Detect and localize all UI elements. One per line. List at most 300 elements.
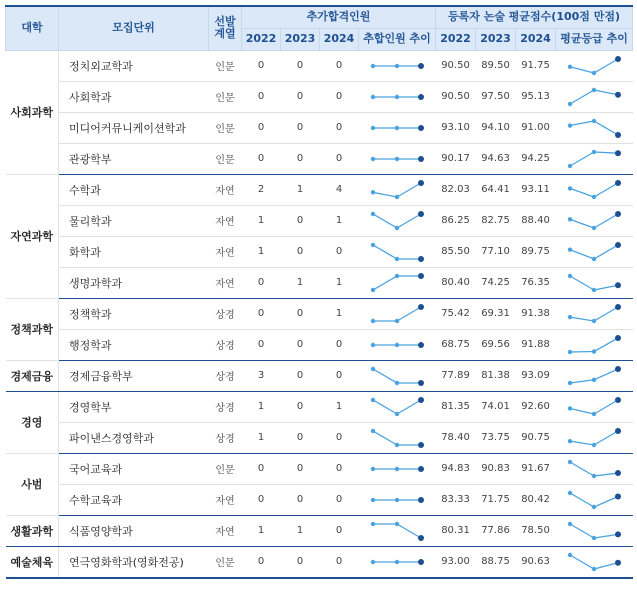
score-trend-sparkline (566, 427, 622, 449)
avg-score: 76.35 (516, 267, 556, 298)
trend-segment (373, 369, 397, 383)
track-type: 상경 (209, 298, 242, 329)
trend-segment (570, 555, 594, 569)
track-type: 인문 (209, 143, 242, 174)
trend-point (395, 94, 399, 98)
trend-point (592, 377, 596, 381)
trend-segment (373, 214, 397, 228)
table-row (6, 546, 633, 578)
extra-count: 1 (320, 298, 359, 329)
trend-segment (594, 400, 618, 414)
avg-score: 89.50 (476, 50, 516, 81)
avg-score: 81.38 (476, 360, 516, 391)
extra-trend-sparkline (369, 86, 425, 108)
extra-count: 0 (281, 391, 320, 422)
trend-point (418, 156, 424, 162)
extra-count: 0 (320, 112, 359, 143)
avg-score: 91.38 (516, 298, 556, 329)
extra-count: 0 (320, 422, 359, 453)
trend-point (395, 194, 399, 198)
extra-trend-cell (359, 205, 436, 236)
score-trend-cell (556, 174, 633, 205)
trend-point (592, 411, 596, 415)
avg-score: 80.31 (436, 515, 476, 546)
extra-trend-sparkline (369, 520, 425, 542)
score-trend-sparkline (566, 365, 622, 387)
avg-score: 88.75 (476, 546, 516, 578)
trend-point (592, 194, 596, 198)
score-trend-sparkline (566, 117, 622, 139)
trend-segment (570, 66, 594, 72)
trend-point (592, 225, 596, 229)
department-name: 화학과 (59, 236, 209, 267)
trend-point (395, 342, 399, 346)
trend-segment (373, 192, 397, 197)
trend-point (371, 428, 375, 432)
avg-score: 90.83 (476, 453, 516, 484)
extra-trend-cell (359, 360, 436, 391)
trend-point (568, 349, 572, 353)
trend-point (615, 180, 621, 186)
avg-score: 90.75 (516, 422, 556, 453)
trend-point (568, 247, 572, 251)
table-body (6, 50, 633, 578)
track-type: 자연 (209, 484, 242, 515)
trend-point (615, 428, 621, 434)
admissions-table (5, 5, 633, 579)
track-type: 인문 (209, 453, 242, 484)
extra-count: 0 (320, 329, 359, 360)
trend-point (592, 87, 596, 91)
trend-point (371, 242, 375, 246)
trend-point (418, 559, 424, 565)
trend-point (592, 473, 596, 477)
table-row (6, 205, 633, 236)
extra-count: 1 (281, 174, 320, 205)
college-name: 생활과학 (6, 515, 59, 546)
extra-trend-cell (359, 236, 436, 267)
score-trend-cell (556, 546, 633, 578)
extra-trend-sparkline (369, 179, 425, 201)
trend-segment (373, 245, 397, 259)
trend-point (568, 186, 572, 190)
header-dept: 모집단위 (59, 6, 209, 50)
trend-segment (397, 183, 421, 197)
trend-segment (594, 369, 618, 380)
table-row (6, 391, 633, 422)
trend-point (418, 125, 424, 131)
trend-point (615, 493, 621, 499)
avg-score: 82.03 (436, 174, 476, 205)
trend-point (418, 304, 424, 310)
avg-score: 86.25 (436, 205, 476, 236)
trend-point (371, 342, 375, 346)
extra-trend-cell (359, 329, 436, 360)
avg-score: 97.50 (476, 81, 516, 112)
score-trend-cell (556, 50, 633, 81)
trend-segment (594, 152, 618, 153)
avg-score: 77.86 (476, 515, 516, 546)
avg-score: 90.50 (436, 50, 476, 81)
trend-point (615, 335, 621, 341)
trend-point (371, 318, 375, 322)
trend-point (371, 559, 375, 563)
trend-point (615, 531, 621, 537)
extra-count: 0 (281, 81, 320, 112)
trend-point (615, 366, 621, 372)
trend-segment (570, 188, 594, 197)
trend-segment (397, 524, 421, 538)
trend-point (418, 442, 424, 448)
trend-point (592, 442, 596, 446)
avg-score: 69.31 (476, 298, 516, 329)
avg-score: 90.17 (436, 143, 476, 174)
trend-segment (570, 493, 594, 507)
department-name: 정책학과 (59, 298, 209, 329)
trend-point (371, 287, 375, 291)
avg-score: 94.83 (436, 453, 476, 484)
extra-trend-sparkline (369, 489, 425, 511)
extra-count: 1 (242, 422, 281, 453)
department-name: 경제금융학부 (59, 360, 209, 391)
avg-score: 69.56 (476, 329, 516, 360)
trend-segment (373, 400, 397, 414)
department-name: 관광학부 (59, 143, 209, 174)
extra-count: 0 (242, 267, 281, 298)
score-trend-cell (556, 515, 633, 546)
trend-segment (570, 249, 594, 258)
trend-point (371, 466, 375, 470)
table-row (6, 453, 633, 484)
trend-point (371, 63, 375, 67)
header-univ: 대학 (6, 6, 59, 50)
extra-count: 1 (320, 205, 359, 236)
trend-point (615, 282, 621, 288)
trend-point (418, 397, 424, 403)
avg-score: 78.50 (516, 515, 556, 546)
score-trend-sparkline (566, 241, 622, 263)
trend-point (592, 287, 596, 291)
trend-segment (397, 214, 421, 228)
trend-segment (570, 90, 594, 104)
trend-segment (397, 400, 421, 414)
header-extra-year: 2022 (242, 28, 281, 50)
trend-segment (594, 307, 618, 321)
avg-score: 91.75 (516, 50, 556, 81)
score-trend-sparkline (566, 520, 622, 542)
avg-score: 68.75 (436, 329, 476, 360)
department-name: 행정학과 (59, 329, 209, 360)
trend-point (371, 397, 375, 401)
extra-count: 3 (242, 360, 281, 391)
extra-trend-sparkline (369, 303, 425, 325)
extra-count: 0 (320, 236, 359, 267)
trend-point (568, 217, 572, 221)
track-type: 자연 (209, 267, 242, 298)
department-name: 생명과학과 (59, 267, 209, 298)
trend-point (592, 349, 596, 353)
trend-point (418, 211, 424, 217)
avg-score: 93.10 (436, 112, 476, 143)
extra-count: 1 (242, 515, 281, 546)
score-trend-sparkline (566, 210, 622, 232)
avg-score: 81.35 (436, 391, 476, 422)
avg-score: 73.75 (476, 422, 516, 453)
extra-count: 0 (242, 50, 281, 81)
trend-segment (594, 214, 618, 228)
table-row (6, 81, 633, 112)
score-trend-cell (556, 298, 633, 329)
track-type: 자연 (209, 515, 242, 546)
track-type: 상경 (209, 391, 242, 422)
avg-score: 90.50 (436, 81, 476, 112)
college-name: 경영 (6, 391, 59, 453)
trend-point (615, 397, 621, 403)
trend-point (418, 466, 424, 472)
score-trend-sparkline (566, 86, 622, 108)
trend-point (395, 318, 399, 322)
header-score-year: 2023 (476, 28, 516, 50)
department-name: 식품영양학과 (59, 515, 209, 546)
table-row (6, 236, 633, 267)
score-trend-cell (556, 484, 633, 515)
avg-score: 90.63 (516, 546, 556, 578)
trend-point (615, 132, 621, 138)
avg-score: 95.13 (516, 81, 556, 112)
college-name: 사회과학 (6, 50, 59, 174)
header-score-group: 등록자 논술 평균점수(100점 만점) (436, 6, 633, 28)
trend-point (592, 149, 596, 153)
trend-point (568, 406, 572, 410)
trend-point (395, 442, 399, 446)
table-row (6, 112, 633, 143)
extra-trend-sparkline (369, 241, 425, 263)
extra-count: 0 (281, 329, 320, 360)
extra-count: 0 (242, 484, 281, 515)
trend-point (395, 466, 399, 470)
trend-point (418, 342, 424, 348)
avg-score: 75.42 (436, 298, 476, 329)
extra-trend-sparkline (369, 551, 425, 573)
score-trend-sparkline (566, 55, 622, 77)
score-trend-sparkline (566, 489, 622, 511)
track-type: 인문 (209, 81, 242, 112)
score-trend-cell (556, 81, 633, 112)
trend-point (592, 70, 596, 74)
trend-point (395, 380, 399, 384)
header-type: 선발 계열 (209, 6, 242, 50)
trend-point (371, 497, 375, 501)
table-row (6, 422, 633, 453)
trend-segment (594, 473, 618, 476)
trend-point (568, 552, 572, 556)
table-row (6, 360, 633, 391)
track-type: 인문 (209, 546, 242, 578)
extra-count: 1 (281, 267, 320, 298)
table-row (6, 515, 633, 546)
college-name: 예술체육 (6, 546, 59, 578)
extra-trend-sparkline (369, 272, 425, 294)
trend-point (615, 304, 621, 310)
trend-segment (373, 276, 397, 290)
college-name: 자연과학 (6, 174, 59, 298)
score-trend-cell (556, 267, 633, 298)
extra-trend-cell (359, 422, 436, 453)
trend-segment (570, 219, 594, 228)
trend-point (371, 125, 375, 129)
trend-point (592, 118, 596, 122)
trend-point (592, 318, 596, 322)
extra-trend-sparkline (369, 55, 425, 77)
department-name: 연극영화학과(영화전공) (59, 546, 209, 578)
score-trend-sparkline (566, 551, 622, 573)
extra-count: 0 (320, 81, 359, 112)
extra-count: 0 (281, 50, 320, 81)
trend-segment (594, 496, 618, 506)
trend-point (418, 273, 424, 279)
avg-score: 93.11 (516, 174, 556, 205)
trend-segment (594, 90, 618, 95)
department-name: 경영학부 (59, 391, 209, 422)
trend-segment (594, 285, 618, 290)
avg-score: 74.01 (476, 391, 516, 422)
trend-point (568, 273, 572, 277)
department-name: 사회학과 (59, 81, 209, 112)
avg-score: 89.75 (516, 236, 556, 267)
extra-count: 1 (242, 205, 281, 236)
trend-segment (594, 59, 618, 73)
trend-point (568, 438, 572, 442)
extra-trend-cell (359, 453, 436, 484)
trend-point (395, 156, 399, 160)
extra-trend-cell (359, 112, 436, 143)
trend-point (568, 101, 572, 105)
trend-point (418, 380, 424, 386)
table-row (6, 298, 633, 329)
trend-point (568, 163, 572, 167)
score-trend-sparkline (566, 303, 622, 325)
trend-segment (570, 276, 594, 290)
trend-point (395, 497, 399, 501)
extra-count: 0 (242, 298, 281, 329)
extra-trend-cell (359, 143, 436, 174)
table-row (6, 174, 633, 205)
trend-point (592, 566, 596, 570)
avg-score: 93.09 (516, 360, 556, 391)
score-trend-cell (556, 329, 633, 360)
avg-score: 80.40 (436, 267, 476, 298)
trend-segment (570, 408, 594, 414)
department-name: 국어교육과 (59, 453, 209, 484)
avg-score: 92.60 (516, 391, 556, 422)
trend-segment (570, 524, 594, 538)
header-score-trend: 평균등급 추이 (556, 28, 633, 50)
extra-count: 0 (320, 50, 359, 81)
header-score-year: 2022 (436, 28, 476, 50)
trend-point (395, 521, 399, 525)
trend-segment (570, 379, 594, 382)
department-name: 정치외교학과 (59, 50, 209, 81)
trend-point (568, 459, 572, 463)
track-type: 자연 (209, 174, 242, 205)
avg-score: 94.63 (476, 143, 516, 174)
score-trend-sparkline (566, 334, 622, 356)
trend-segment (594, 534, 618, 538)
trend-point (418, 180, 424, 186)
trend-segment (594, 338, 618, 352)
extra-count: 1 (242, 391, 281, 422)
department-name: 수학교육과 (59, 484, 209, 515)
extra-count: 0 (242, 112, 281, 143)
extra-trend-sparkline (369, 148, 425, 170)
trend-segment (594, 183, 618, 197)
table-row (6, 143, 633, 174)
avg-score: 88.40 (516, 205, 556, 236)
extra-count: 1 (242, 236, 281, 267)
score-trend-sparkline (566, 458, 622, 480)
header-extra-year: 2023 (281, 28, 320, 50)
extra-trend-sparkline (369, 396, 425, 418)
college-name: 경제금융 (6, 360, 59, 391)
score-trend-cell (556, 391, 633, 422)
extra-count: 0 (320, 546, 359, 578)
extra-trend-sparkline (369, 365, 425, 387)
table-row (6, 484, 633, 515)
trend-point (395, 125, 399, 129)
extra-trend-cell (359, 81, 436, 112)
extra-trend-cell (359, 484, 436, 515)
extra-count: 0 (320, 143, 359, 174)
trend-segment (397, 307, 421, 321)
extra-trend-cell (359, 515, 436, 546)
extra-count: 0 (281, 236, 320, 267)
trend-point (592, 504, 596, 508)
extra-count: 0 (281, 298, 320, 329)
avg-score: 91.67 (516, 453, 556, 484)
extra-trend-cell (359, 298, 436, 329)
trend-point (615, 150, 621, 156)
track-type: 상경 (209, 422, 242, 453)
trend-point (568, 64, 572, 68)
header-extra-trend: 추합인원 추이 (359, 28, 436, 50)
trend-point (418, 94, 424, 100)
avg-score: 83.33 (436, 484, 476, 515)
trend-point (615, 91, 621, 97)
trend-point (615, 559, 621, 565)
extra-count: 4 (320, 174, 359, 205)
extra-trend-sparkline (369, 210, 425, 232)
avg-score: 91.00 (516, 112, 556, 143)
score-trend-sparkline (566, 272, 622, 294)
trend-point (371, 521, 375, 525)
score-trend-sparkline (566, 396, 622, 418)
trend-point (371, 94, 375, 98)
trend-point (568, 521, 572, 525)
extra-count: 0 (242, 329, 281, 360)
extra-count: 1 (320, 391, 359, 422)
extra-count: 0 (320, 484, 359, 515)
extra-trend-cell (359, 391, 436, 422)
trend-point (568, 123, 572, 127)
trend-segment (570, 462, 594, 476)
track-type: 인문 (209, 50, 242, 81)
avg-score: 82.75 (476, 205, 516, 236)
trend-segment (570, 152, 594, 166)
track-type: 상경 (209, 329, 242, 360)
avg-score: 77.10 (476, 236, 516, 267)
avg-score: 91.88 (516, 329, 556, 360)
extra-count: 1 (320, 267, 359, 298)
